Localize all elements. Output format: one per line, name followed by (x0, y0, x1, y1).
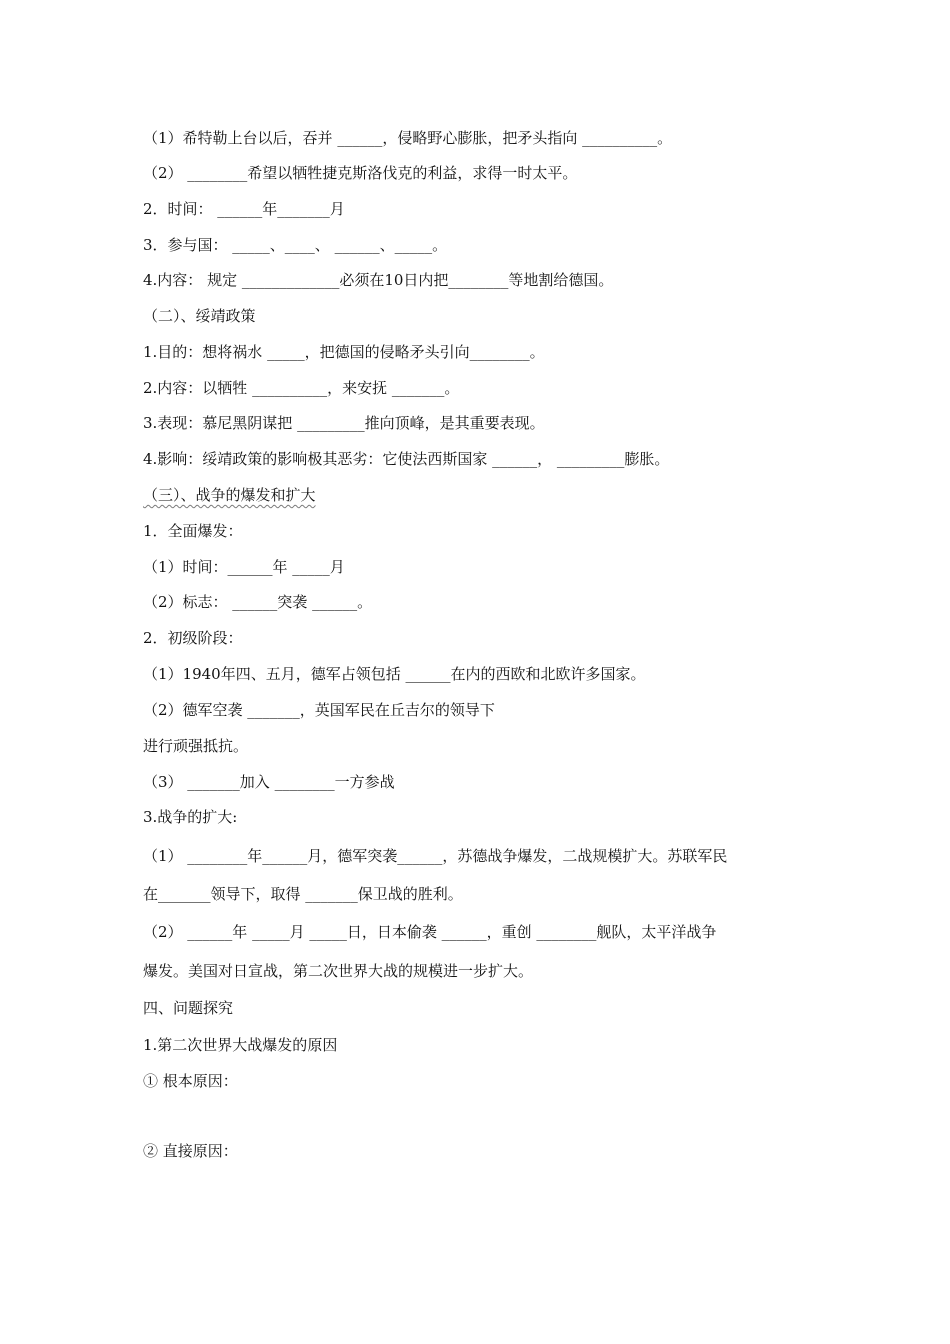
text-line-19: （3） _______加入 ________一方参战 (143, 773, 395, 791)
section-heading-appeasement: （二）、绥靖政策 (143, 307, 256, 325)
text-line-4: 3．参与国： _____、____、 ______、_____。 (143, 236, 448, 254)
section-heading-inquiry: 四、问题探究 (143, 999, 234, 1017)
text-line-2: （2） ________希望以牺牲捷克斯洛伐克的利益，求得一时太平。 (143, 164, 578, 182)
text-line-18: 进行顽强抵抗。 (143, 737, 249, 755)
text-line-1: （1）希特勒上台以后，吞并 ______，侵略野心膨胀，把矛头指向 __________。 (143, 129, 673, 147)
text-line-14: （2）标志： ______突袭 ______。 (143, 593, 373, 611)
section-heading-war-outbreak: （三）、战争的爆发和扩大 (143, 486, 316, 504)
text-line-21: （1） ________年______月，德军突袭______，苏德战争爆发，二战规模扩大。苏联军民 (143, 847, 728, 865)
text-line-8: 2.内容：以牺牲 __________，来安抚 _______。 (143, 379, 460, 397)
text-line-28: ② 直接原因： (143, 1142, 238, 1160)
text-line-9: 3.表现：慕尼黑阴谋把 _________推向顶峰，是其重要表现。 (143, 414, 545, 432)
text-line-23: （2） ______年 _____月 _____日，日本偷袭 ______，重创 ________舰队，太平洋战争 (143, 923, 717, 941)
text-line-24: 爆发。美国对日宣战，第二次世界大战的规模进一步扩大。 (143, 962, 534, 980)
text-line-17: （2）德军空袭 _______，英国军民在丘吉尔的领导下 (143, 701, 495, 719)
text-line-26: 1.第二次世界大战爆发的原因 (143, 1036, 338, 1054)
text-line-20: 3.战争的扩大: (143, 808, 238, 826)
text-line-15: 2．初级阶段： (143, 629, 243, 647)
text-line-22: 在_______领导下，取得 _______保卫战的胜利。 (143, 885, 463, 903)
text-line-10: 4.影响：绥靖政策的影响极其恶劣：它使法西斯国家 ______， _________膨胀。 (143, 450, 670, 468)
text-line-5: 4.内容： 规定 _____________必须在10日内把________等地割给德国。 (143, 271, 614, 289)
text-line-27: ① 根本原因： (143, 1072, 238, 1090)
text-line-3: 2．时间： ______年_______月 (143, 200, 345, 218)
text-line-12: 1．全面爆发： (143, 522, 243, 540)
text-line-16: （1）1940年四、五月，德军占领包括 ______在内的西欧和北欧许多国家。 (143, 665, 646, 683)
text-line-7: 1.目的：想将祸水 _____，把德国的侵略矛头引向________。 (143, 343, 545, 361)
text-line-13: （1）时间：______年 _____月 (143, 558, 345, 576)
